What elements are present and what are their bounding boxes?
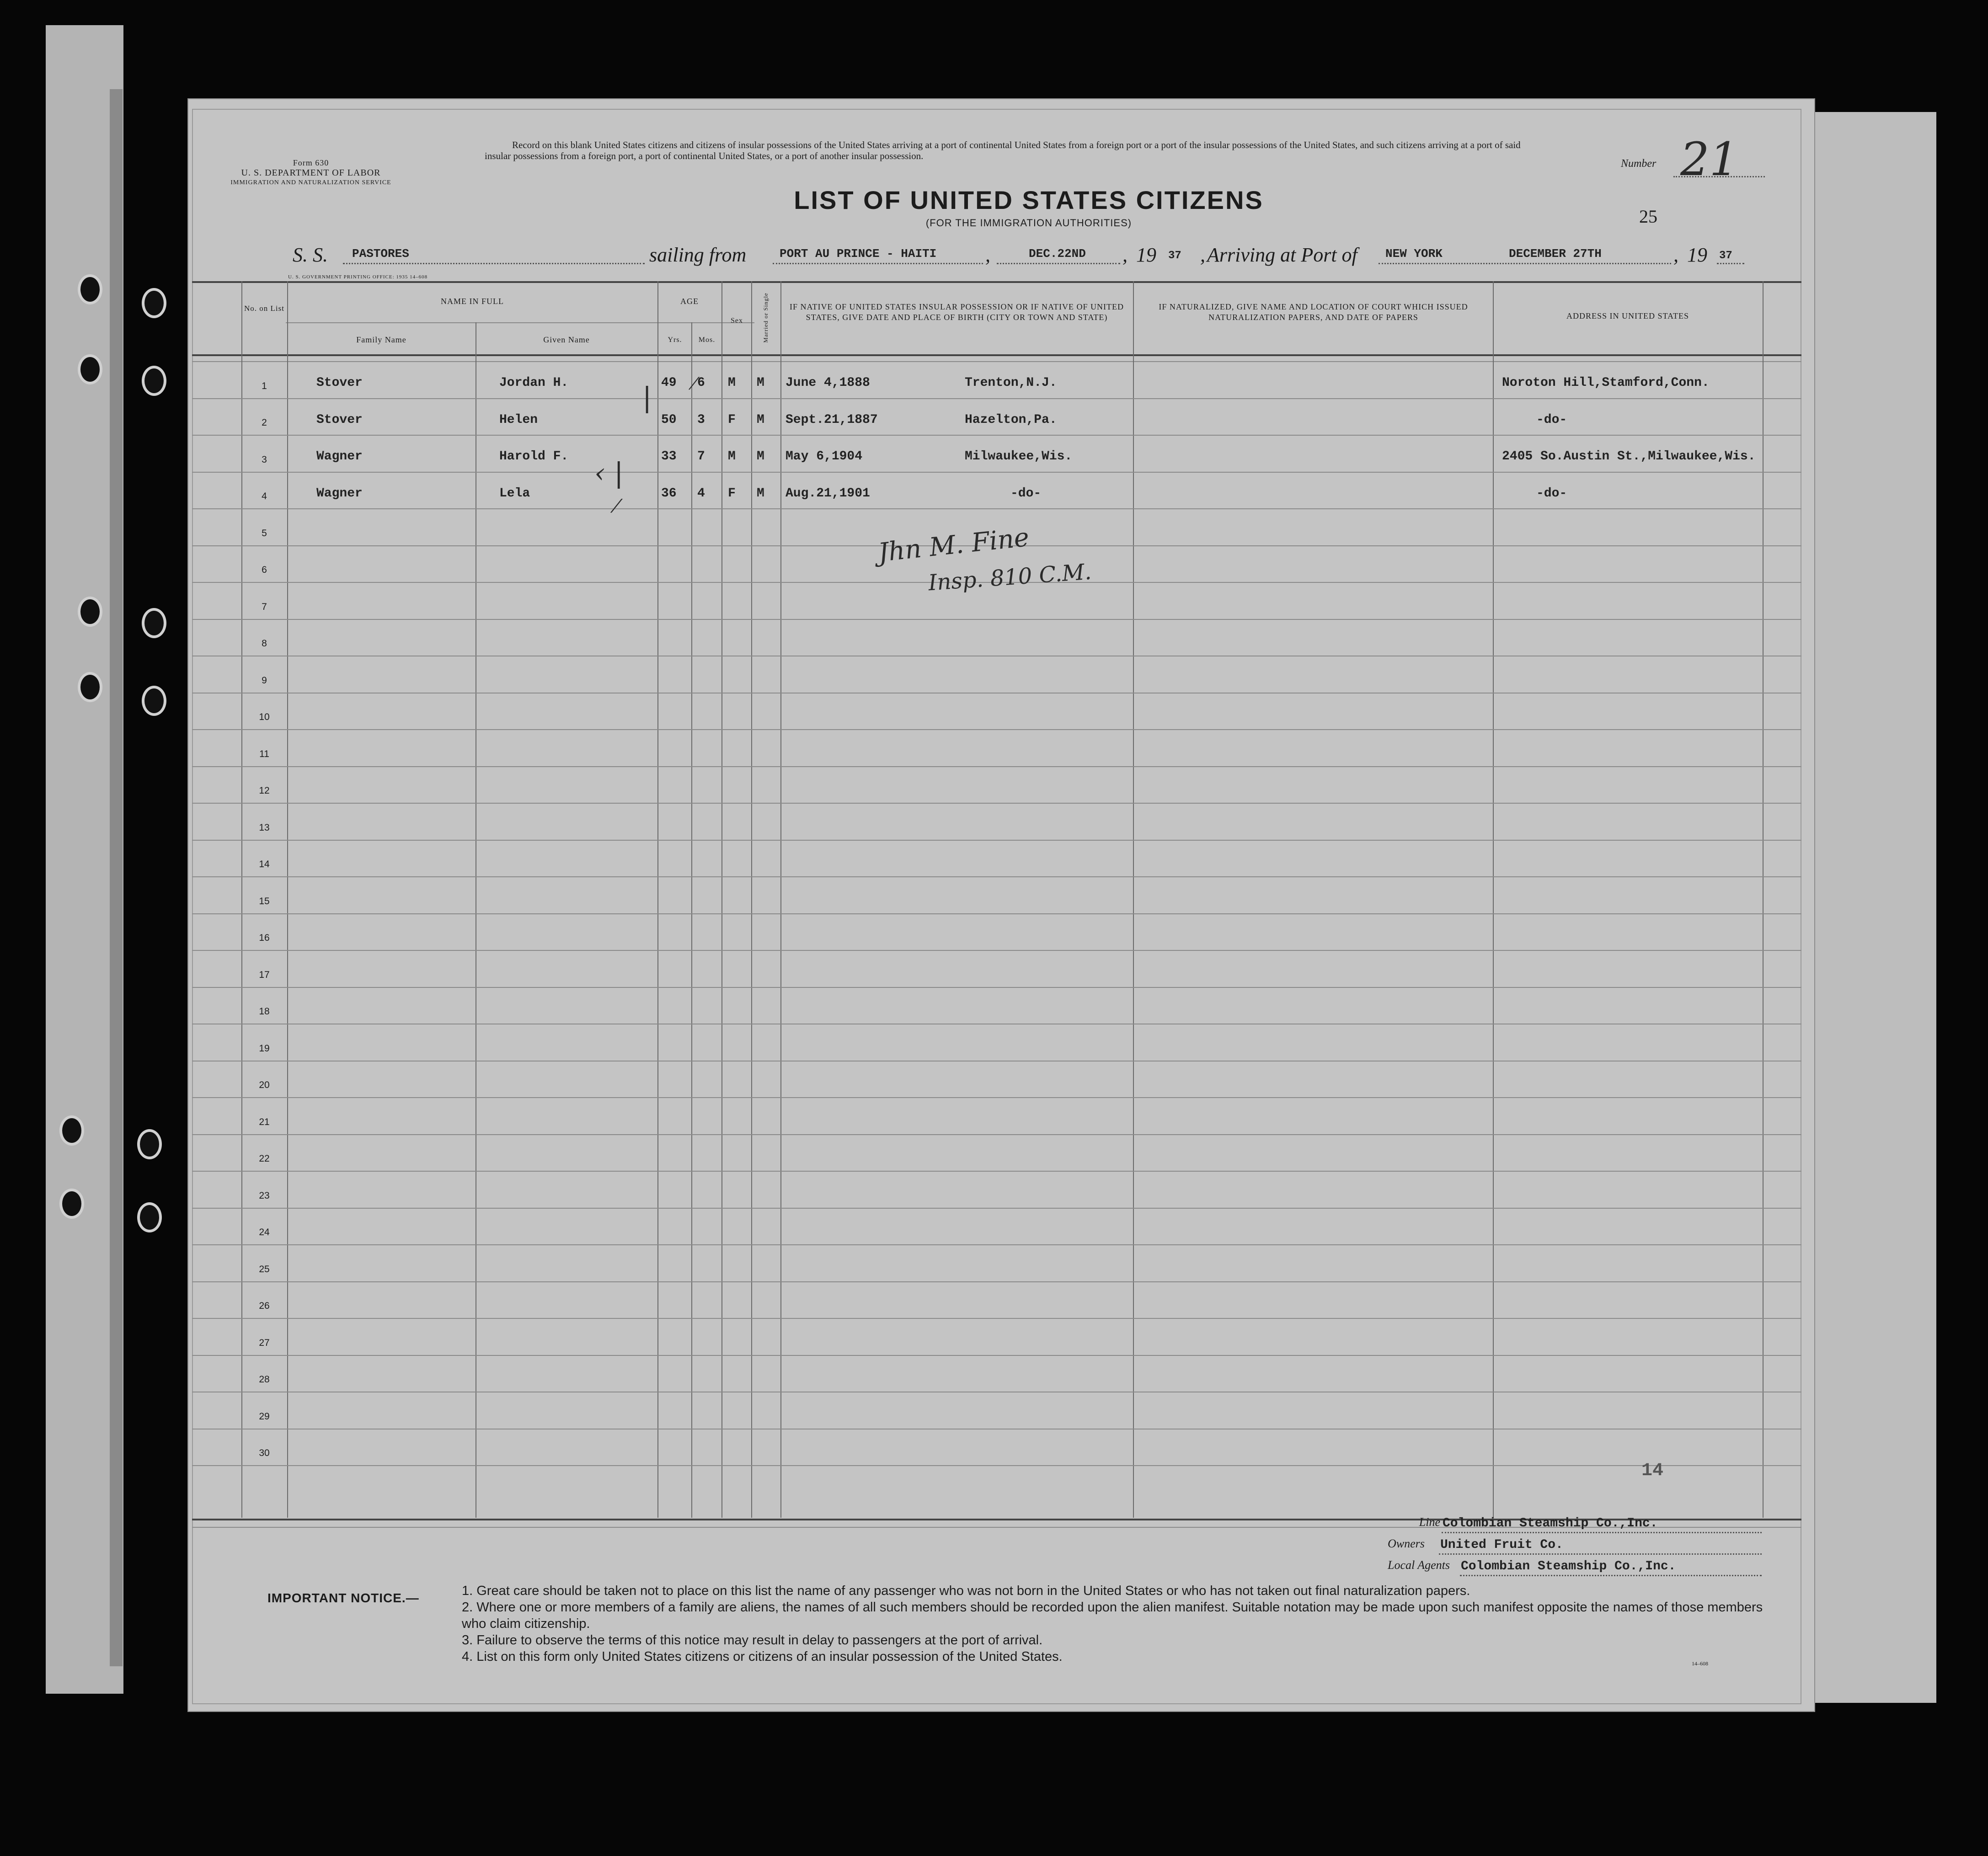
row-number: 6: [262, 565, 267, 575]
row-number: 23: [259, 1190, 270, 1201]
row-rule: [192, 1097, 1801, 1098]
printing-note: U. S. GOVERNMENT PRINTING OFFICE: 1935 14–608: [288, 274, 428, 280]
header-naturalized: IF NATURALIZED, GIVE NAME AND LOCATION OF COURT WHICH ISSUED NATURALIZATION PAPERS, AND DATE OF PAPERS: [1159, 302, 1468, 322]
row-rule: [192, 1318, 1801, 1319]
sex-cell: M: [728, 376, 736, 390]
handwritten-check-mark: ⁄: [693, 375, 696, 394]
row-number: 16: [259, 933, 270, 943]
address-cell: 2405 So.Austin St.,Milwaukee,Wis.: [1502, 449, 1756, 464]
row-rule: [192, 1208, 1801, 1209]
row-number: 9: [262, 675, 267, 686]
given-name-cell: Helen: [499, 412, 538, 427]
line-label: Line: [1419, 1515, 1440, 1529]
birth-place-cell: Hazelton,Pa.: [965, 412, 1057, 427]
arriving-label: Arriving at Port of: [1207, 244, 1357, 266]
header-sex: Sex: [731, 317, 743, 325]
punch-hole: [137, 1129, 162, 1159]
row-rule: [192, 398, 1801, 399]
marital-status-cell: M: [757, 449, 764, 464]
address-cell: Noroton Hill,Stamford,Conn.: [1502, 376, 1710, 390]
row-rule: [192, 766, 1801, 767]
number-value: 21: [1680, 133, 1739, 186]
form-number: Form 630: [293, 158, 329, 167]
punch-hole: [78, 672, 102, 702]
row-rule: [192, 619, 1801, 620]
sex-cell: F: [728, 486, 736, 501]
footer-code: 14–608: [1692, 1660, 1708, 1667]
arrival-date: DECEMBER 27TH: [1509, 247, 1602, 261]
given-name-cell: Lela: [499, 486, 530, 501]
address-cell: -do-: [1536, 486, 1567, 501]
header-no-on-list: No. on List: [244, 304, 284, 313]
inspector-signature-note: Insp. 810 C.M.: [927, 559, 1092, 596]
row-number: 12: [259, 785, 270, 796]
list-number: [1621, 133, 1767, 186]
row-number: 21: [259, 1116, 270, 1127]
ship-name: PASTORES: [352, 247, 409, 261]
owners-value: United Fruit Co.: [1440, 1538, 1563, 1552]
punch-hole: [59, 1189, 84, 1219]
marital-status-cell: M: [757, 486, 764, 501]
arrival-year: 37: [1719, 250, 1732, 262]
arrival-port: NEW YORK: [1385, 247, 1443, 261]
row-rule: [192, 840, 1801, 841]
form-subtitle: (FOR THE IMMIGRATION AUTHORITIES): [925, 217, 1132, 229]
service-name: IMMIGRATION AND NATURALIZATION SERVICE: [230, 179, 391, 186]
row-rule: [192, 987, 1801, 988]
notice-heading: IMPORTANT NOTICE.—: [267, 1591, 419, 1605]
birth-place-cell: -do-: [1010, 486, 1042, 501]
notice-list: [462, 1583, 1765, 1665]
row-rule: [192, 472, 1801, 473]
row-number: 25: [259, 1264, 270, 1275]
punch-hole: [142, 288, 166, 318]
row-number: 20: [259, 1080, 270, 1090]
row-rule: [192, 876, 1801, 877]
punch-hole: [142, 608, 166, 638]
back-sheet-edge: [1801, 112, 1936, 1703]
age-years-cell: 50: [661, 412, 677, 427]
birth-place-cell: Trenton,N.J.: [965, 376, 1057, 390]
marital-status-cell: M: [757, 376, 764, 390]
header-family-name: Family Name: [356, 335, 406, 344]
row-number: 18: [259, 1006, 270, 1017]
age-years-cell: 49: [661, 376, 677, 390]
header-age: AGE: [680, 297, 699, 306]
ss-label: S. S.: [293, 244, 328, 266]
row-number: 22: [259, 1153, 270, 1164]
header-address: ADDRESS IN UNITED STATES: [1566, 311, 1689, 320]
local-agents-value: Colombian Steamship Co.,Inc.: [1461, 1559, 1676, 1573]
page-stamp: 25: [1639, 206, 1657, 227]
departure-date: DEC.22ND: [1029, 247, 1086, 261]
row-rule: [192, 1134, 1801, 1135]
handwritten-check-mark: ‹ |: [594, 457, 624, 489]
birth-place-cell: Milwaukee,Wis.: [965, 449, 1073, 464]
birth-date-cell: June 4,1888: [786, 376, 870, 390]
owners-label: Owners: [1388, 1537, 1425, 1550]
row-rule: [192, 1281, 1801, 1282]
punch-hole: [142, 366, 166, 396]
header-mos: Mos.: [698, 336, 716, 344]
punch-hole: [78, 274, 102, 304]
age-years-cell: 33: [661, 449, 677, 464]
birth-date-cell: Sept.21,1887: [786, 412, 878, 427]
row-number: 11: [259, 748, 269, 759]
sailing-from-label: sailing from: [649, 244, 747, 266]
row-rule: [192, 729, 1801, 730]
row-rule: [192, 508, 1801, 509]
agents-block: [1388, 1515, 1763, 1579]
notice-item: 4. List on this form only United States citizens or citizens of an insular possession of the United States.: [462, 1649, 1063, 1664]
birth-date-cell: May 6,1904: [786, 449, 863, 464]
handwritten-check-mark: |: [642, 382, 652, 414]
row-number: 1: [262, 380, 267, 391]
row-number: 4: [262, 491, 267, 501]
header-birth: IF NATIVE OF UNITED STATES INSULAR POSSESSION OR IF NATIVE OF UNITED STATES, GIVE DATE AND PLACE OF BIRTH (CITY OR TOWN AND STATE): [789, 302, 1124, 322]
family-name-cell: Stover: [316, 412, 363, 427]
row-number: 5: [262, 528, 267, 539]
age-months-cell: 3: [697, 412, 705, 427]
row-number: 2: [262, 417, 267, 428]
row-number: 29: [259, 1411, 270, 1422]
number-label: Number: [1621, 158, 1657, 170]
family-name-cell: Stover: [316, 376, 363, 390]
sex-cell: F: [728, 412, 736, 427]
departure-year-prefix: 19: [1136, 244, 1156, 266]
given-name-cell: Jordan H.: [499, 376, 569, 390]
inspector-signature: Jhn M. Fine: [876, 522, 1031, 568]
arrival-year-prefix: 19: [1687, 244, 1707, 266]
row-rule: [192, 1171, 1801, 1172]
row-number: 15: [259, 896, 270, 907]
row-number: 19: [259, 1043, 270, 1054]
row-rule: [192, 950, 1801, 951]
family-name-cell: Wagner: [316, 486, 363, 501]
row-number: 7: [262, 601, 267, 612]
row-rule: [192, 913, 1801, 914]
row-rule: [192, 1355, 1801, 1356]
departure-port: PORT AU PRINCE - HAITI: [780, 247, 937, 261]
age-months-cell: 4: [697, 486, 705, 501]
notice-item: 2. Where one or more members of a family are aliens, the names of all such members should be recorded upon the alien manifest. Suitable notation may be made upon such manifest opposite the names of those members who claim citizenship.: [462, 1600, 1763, 1631]
row-rule: [192, 803, 1801, 804]
notice-item: 1. Great care should be taken not to place on this list the name of any passenger who was not born in the United States or who has not taken out final naturalization papers.: [462, 1584, 1470, 1598]
binder-edge: [110, 89, 123, 1666]
row-number: 3: [262, 454, 267, 465]
punch-hole: [142, 686, 166, 716]
form-instructions: Record on this blank United States citizens and citizens of insular possessions of the United States arriving at a port of continental United States from a foreign port or a port of the insular possessions of the United States, and such citizens arriving at a port of said insular possessions from a foreign port, a port of continental United States, or a port of another insular possession.: [485, 139, 1521, 161]
line-value: Colombian Steamship Co.,Inc.: [1443, 1516, 1658, 1531]
row-rule: [192, 1244, 1801, 1245]
department-name: U. S. DEPARTMENT OF LABOR: [241, 168, 381, 178]
marital-status-cell: M: [757, 412, 764, 427]
row-number: 14: [259, 859, 270, 869]
row-number: 10: [259, 712, 270, 722]
age-months-cell: 7: [697, 449, 705, 464]
row-number: 24: [259, 1227, 270, 1237]
form-title: LIST OF UNITED STATES CITIZENS: [794, 186, 1264, 214]
punch-hole: [59, 1115, 84, 1146]
local-agents-label: Local Agents: [1388, 1558, 1450, 1572]
header-married-or-single: Married or Single: [762, 293, 769, 343]
form-reference: [229, 158, 393, 188]
birth-date-cell: Aug.21,1901: [786, 486, 870, 501]
punch-hole: [78, 597, 102, 627]
departure-year: 37: [1168, 250, 1181, 262]
header-given-name: Given Name: [543, 335, 590, 344]
row-number: 28: [259, 1374, 270, 1385]
header-yrs: Yrs.: [668, 336, 682, 344]
family-name-cell: Wagner: [316, 449, 363, 464]
address-cell: -do-: [1536, 412, 1567, 427]
row-rule: [192, 1465, 1801, 1466]
age-years-cell: 36: [661, 486, 677, 501]
punch-hole: [137, 1202, 162, 1232]
row-rule: [192, 435, 1801, 436]
row-number: 27: [259, 1337, 270, 1348]
row-number: 13: [259, 822, 270, 833]
row-number: 17: [259, 969, 270, 980]
row-number: 8: [262, 638, 267, 649]
punch-hole: [78, 354, 102, 384]
row-number: 30: [259, 1448, 270, 1458]
handwritten-check-mark: ⁄: [615, 496, 618, 517]
sex-cell: M: [728, 449, 736, 464]
header-name-in-full: NAME IN FULL: [441, 297, 504, 306]
given-name-cell: Harold F.: [499, 449, 569, 464]
notice-item: 3. Failure to observe the terms of this notice may result in delay to passengers at the port of arrival.: [462, 1633, 1043, 1648]
age-months-cell: 6: [697, 376, 705, 390]
sheet-stamp: 14: [1641, 1461, 1664, 1481]
row-number: 26: [259, 1301, 270, 1311]
